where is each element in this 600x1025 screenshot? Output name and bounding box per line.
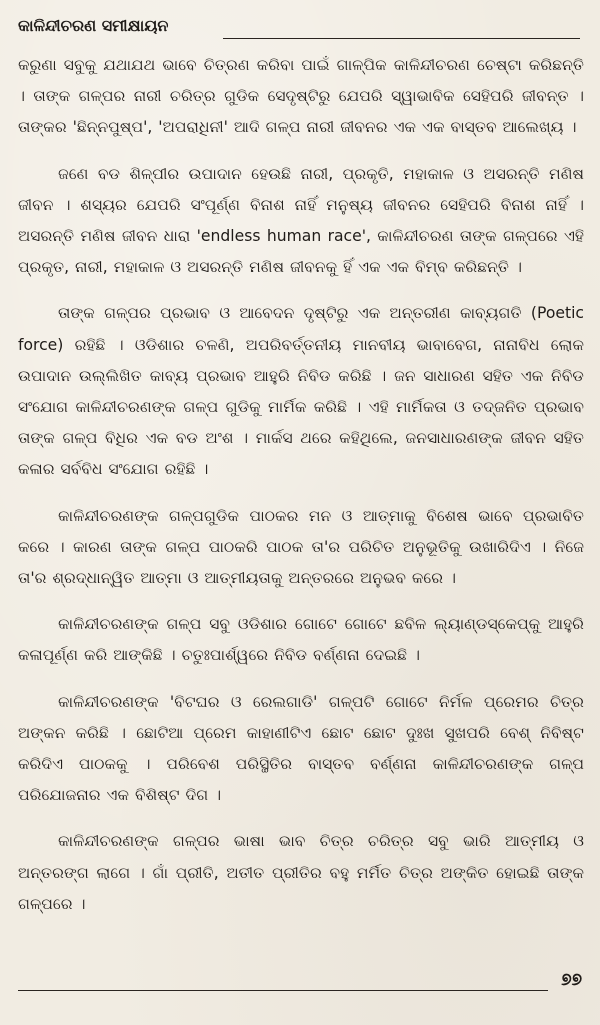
running-head: କାଳିନ୍ଦୀଚରଣ ସମୀକ୍ଷାୟନ: [18, 16, 169, 35]
page-number: ୭୭: [561, 970, 582, 990]
paragraph: କାଳିନ୍ଦୀଚରଣଙ୍କ ଗଳ୍ପଗୁଡିକ ପାଠକର ମନ ଓ ଆତ୍ମାକୁ ବିଶେଷ ଭାବେ ପ୍ରଭାବିତ କରେ । କାରଣ ତାଙ୍କ ଗଳ୍ପ ପାଠକରି ପାଠକ ତା'ର ପରିଚିତ ଅନୁଭୂତିକୁ ଉଖାରିଦିଏ । ନିଜେ ତା'ର ଶ୍ରଦ୍ଧାନ୍ୱିତ ଆତ୍ମା ଓ ଆତ୍ମୀୟତାକୁ ଅନ୍ତରରେ ଅନୁଭବ କରେ ।: [18, 506, 584, 588]
paragraph: କାଳିନ୍ଦୀଚରଣଙ୍କ ଗଳ୍ପର ଭାଷା ଭାବ ଚିତ୍ର ଚରିତ୍ର ସବୁ ଭାରି ଆତ୍ମୀୟ ଓ ଅନ୍ତରଙ୍ଗ ଲାଗେ । ଗାଁ ପ୍ରୀତି, ଅତୀତ ପ୍ରୀତିର ବହୁ ମର୍ମିତ ଚିତ୍ର ଅଙ୍କିତ ହୋଇଛି ତାଙ୍କ ଗଳ୍ପରେ ।: [18, 832, 584, 913]
paragraph: ଜଣେ ବଡ ଶିଳ୍ପୀର ଉପାଦାନ ହେଉଛି ନାରୀ, ପ୍ରକୃତି, ମହାକାଳ ଓ ଅସରନ୍ତି ମଣିଷ ଜୀବନ । ଶସ୍ୟର ଯେପରି ସଂପୂର୍ଣ୍ଣ ବିନାଶ ନାହିଁ ମନୁଷ୍ୟ ଜୀବନର ସେହିପରି ବିନାଶ ନାହିଁ । ଅସରନ୍ତି ମଣିଷ ଜୀବନ ଧାରା 'endless human race', କାଳିନ୍ଦୀଚରଣ ତାଙ୍କ ଗଳ୍ପରେ ଏହି ପ୍ରକୃତ, ନାରୀ, ମହାକାଳ ଓ ଅସରନ୍ତି ମଣିଷ ଜୀବନକୁ ହିଁ ଏକ ଏକ ବିମ୍ବ କରିଛନ୍ତି ।: [18, 164, 584, 277]
paragraph: କାଳିନ୍ଦୀଚରଣଙ୍କ ଗଳ୍ପ ସବୁ ଓଡିଶାର ଗୋଟେ ଗୋଟେ ଛବିଳ ଲ୍ୟାଣ୍ଡସ୍କେପ୍‌କୁ ଆହୁରି କଳାପୂର୍ଣ୍ଣ କରି ଆଙ୍କିଛି । ଚତୁଃପାର୍ଶ୍ୱରେ ନିବିଡ ବର୍ଣ୍ଣନା ଦେଇଛି ।: [18, 615, 584, 665]
header-rule: [223, 38, 580, 39]
paragraph: ତାଙ୍କ ଗଳ୍ପର ପ୍ରଭାବ ଓ ଆବେଦନ ଦୃଷ୍ଟିରୁ ଏକ ଅନ୍ତରୀଣ କାବ୍ୟଗତି (Poetic force) ରହିଛି । ଓଡିଶାର ଚଳଣି, ଅପରିବର୍ତ୍ତନୀୟ ମାନବୀୟ ଭାବାବେଗ, ନାନାବିଧ ଲୋକ ଉପାଦାନ ଉଲ୍ଲିଖିତ କାବ୍ୟ ପ୍ରଭାବ ଆହୁରି ନିବିଡ କରିଛି । ଜନ ସାଧାରଣ ସହିତ ଏକ ନିବିଡ ସଂଯୋଗ କାଳିନ୍ଦୀଚରଣଙ୍କ ଗଳ୍ପ ଗୁଡିକୁ ମାର୍ମିକ କରିଛି । ଏହି ମାର୍ମିକତା ଓ ତଦ୍‌ଜନିତ ପ୍ରଭାବ ତାଙ୍କ ଗଳ୍ପ ବିଧିର ଏକ ବଡ ଅଂଶ । ମାର୍କସ ଥରେ କହିଥିଲେ, ଜନସାଧାରଣଙ୍କ ଜୀବନ ସହିତ କଳାର ସର୍ବବିଧ ସଂଯୋଗ ରହିଛି ।: [18, 304, 584, 479]
paragraph: କାଳିନ୍ଦୀଚରଣଙ୍କ 'ବିଟଘର ଓ ରେଲଗାଡି' ଗଳ୍ପଟି ଗୋଟେ ନିର୍ମଳ ପ୍ରେମର ଚିତ୍ର ଅଙ୍କନ କରିଛି । ଛୋଟିଆ ପ୍ରେମ କାହାଣୀଟିଏ ଛୋଟ ଛୋଟ ଦୁଃଖ ସୁଖପରି ବେଶ୍ ନିବିଷ୍ଟ କରିଦିଏ ପାଠକକୁ । ପରିବେଶ ପରିସ୍ଥିତିର ବାସ୍ତବ ବର୍ଣ୍ଣନା କାଳିନ୍ଦୀଚରଣଙ୍କ ଗଳ୍ପ ପରିଯୋଜନାର ଏକ ବିଶିଷ୍ଟ ଦିଗ ।: [18, 692, 584, 805]
body-text: [18, 50, 584, 935]
paragraph: କରୁଣା ସବୁକୁ ଯଥାଯଥ ଭାବେ ଚିତ୍ରଣ କରିବା ପାଇଁ ଗାଳ୍ପିକ କାଳିନ୍ଦୀଚରଣ ଚେଷ୍ଟା କରିଛନ୍ତି । ତାଙ୍କ ଗଳ୍ପର ନାରୀ ଚରିତ୍ର ଗୁଡିକ ସେଦୃଷ୍ଟିରୁ ଯେପରି ସ୍ୱାଭାବିକ ସେହିପରି ଜୀବନ୍ତ । ତାଙ୍କର 'ଛିନ୍ନପୁଷ୍ପ', 'ଅପରାଧିନୀ' ଆଦି ଗଳ୍ପ ନାରୀ ଜୀବନର ଏକ ଏକ ବାସ୍ତବ ଆଲେଖ୍ୟ ।: [18, 56, 584, 137]
page-footer: [18, 966, 582, 1002]
footer-rule: [18, 990, 548, 991]
page-header: [18, 12, 582, 42]
